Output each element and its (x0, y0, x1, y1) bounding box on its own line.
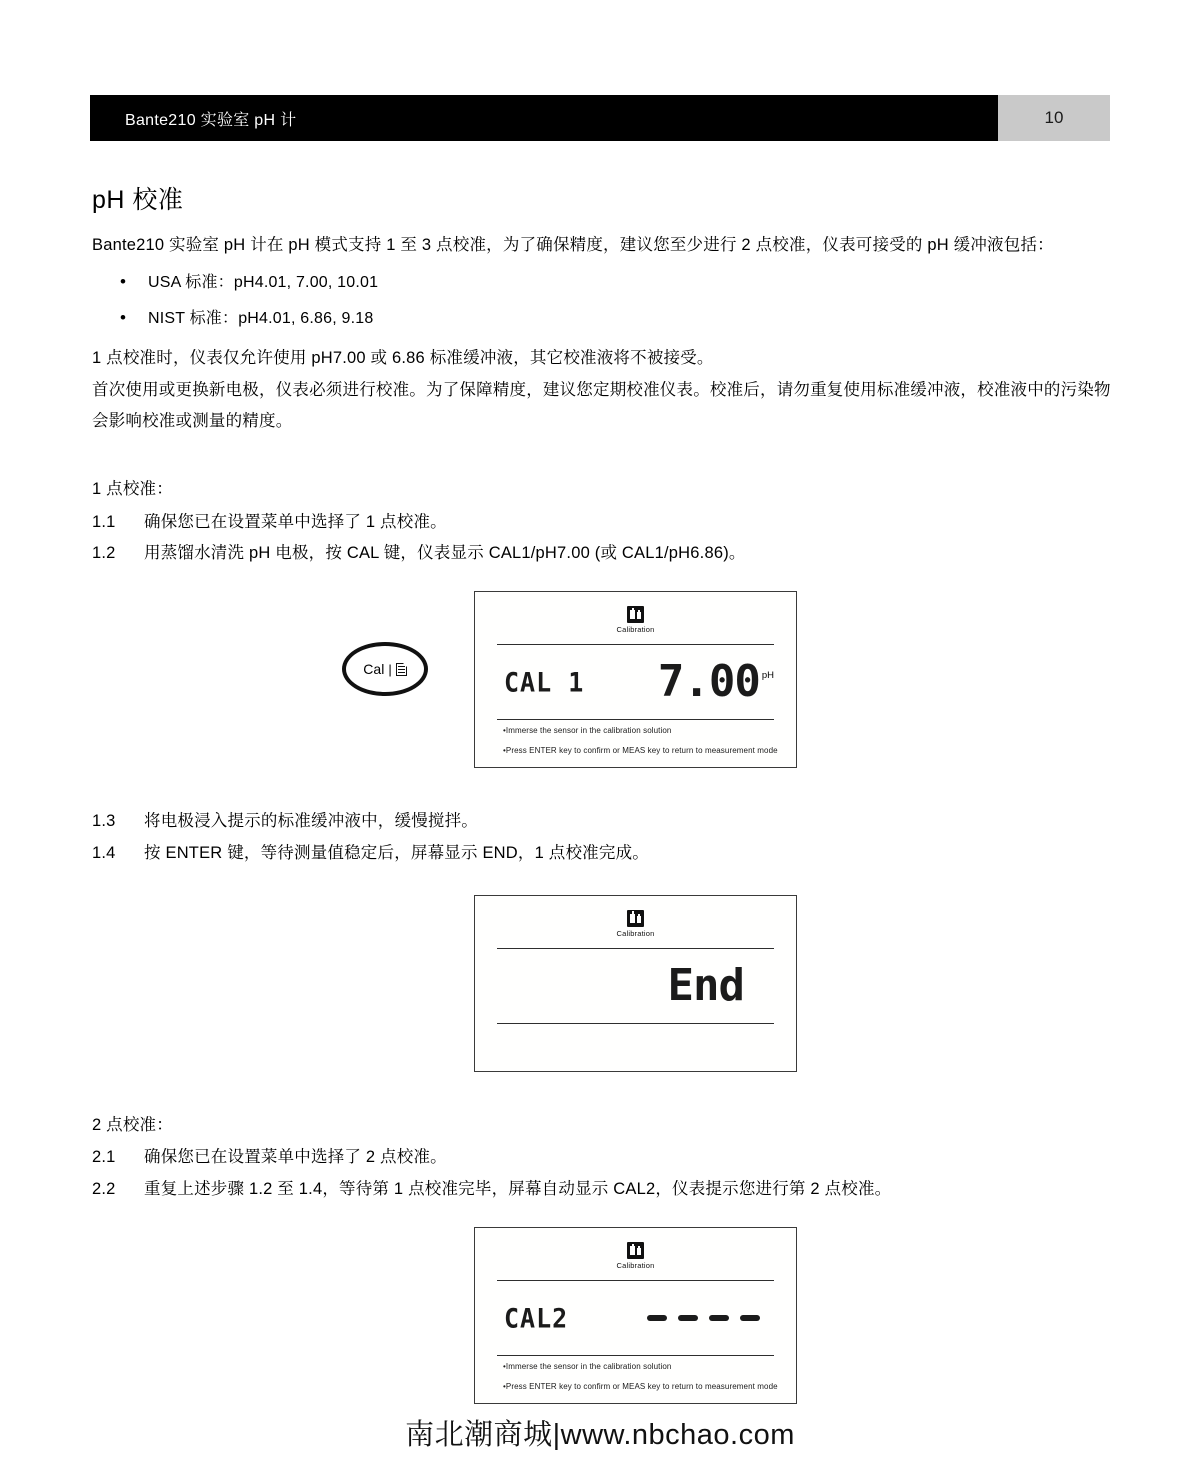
calibration-icon-label: Calibration (616, 625, 655, 635)
cal-key-label: Cal (363, 661, 385, 678)
lcd-reading-group (657, 656, 774, 708)
lcd-dash (740, 1315, 760, 1321)
buffer-standards-list (92, 271, 1118, 331)
lcd-blank-segments (647, 1315, 760, 1321)
lcd-main-row (497, 1281, 774, 1355)
lcd-mode-text: CAL2 (504, 1302, 569, 1334)
lcd-display-cal2 (474, 1227, 797, 1404)
calibration-indicator (475, 910, 796, 938)
lcd-dash (647, 1315, 667, 1321)
lcd-value: 7.00 (657, 656, 760, 708)
page-footer (0, 1412, 1200, 1453)
lcd-main-row (497, 645, 774, 719)
one-point-calibration-heading: 1 点校准： (92, 480, 173, 499)
general-note-paragraph: 首次使用或更换新电极，仪表必须进行校准。为了保障精度，建议您定期校准仪表。校准后，请勿重复使用标准缓冲液，校准液中的污染物会影响校准或测量的精度。 (92, 381, 1111, 430)
section-heading: pH 校准 (92, 186, 184, 214)
step-number: 1.3 (92, 812, 116, 831)
calibration-indicator (475, 1242, 796, 1270)
calibration-indicator (475, 606, 796, 634)
lcd-note: • Immerse the sensor in the calibration solution (503, 726, 782, 737)
header-title-bar (90, 95, 998, 141)
figure-cal1 (92, 591, 1118, 806)
section-intro-paragraph: Bante210 实验室 pH 计在 pH 模式支持 1 至 3 点校准，为了确保精度，建议您至少进行 2 点校准，仪表可接受的 pH 缓冲液包括： (92, 236, 1054, 254)
lcd-dash (678, 1315, 698, 1321)
step-number: 1.1 (92, 512, 116, 531)
footer-watermark: 南北潮商城|www.nbchao.com (405, 1419, 795, 1451)
step-text: 将电极浸入提示的标准缓冲液中，缓慢搅拌。 (144, 812, 478, 831)
figure-end (92, 895, 1118, 1110)
step-1-2 (92, 538, 1118, 569)
lcd-note: • Immerse the sensor in the calibration solution (503, 1362, 782, 1373)
document-title: Bante210 实验室 pH 计 (125, 111, 297, 129)
lcd-display-cal1 (474, 591, 797, 768)
step-text: 按 ENTER 键，等待测量值稳定后，屏幕显示 END，1 点校准完成。 (144, 843, 649, 862)
lcd-divider-bottom (497, 1023, 774, 1024)
calibration-icon-label: Calibration (616, 928, 655, 938)
step-text: 确保您已在设置菜单中选择了 1 点校准。 (144, 512, 447, 531)
figure-cal2 (92, 1227, 1118, 1427)
step-text: 用蒸馏水清洗 pH 电极，按 CAL 键，仪表显示 CAL1/pH7.00 (或 CAL1/pH6.86)。 (144, 543, 746, 562)
lcd-note: • Press ENTER key to confirm or MEAS key to return to measurement mode (503, 746, 782, 757)
step-2-2 (92, 1174, 1118, 1205)
cal-key-divider: | (388, 661, 392, 677)
lcd-unit: pH (761, 670, 774, 682)
document-icon (396, 663, 407, 676)
lcd-divider-bottom (497, 1355, 774, 1356)
lcd-value: End (667, 959, 744, 1011)
calibration-icon-label: Calibration (616, 1261, 655, 1271)
step-number: 1.2 (92, 543, 116, 562)
step-1-1 (92, 507, 1118, 538)
page-number-box (998, 95, 1110, 141)
page-number: 10 (1044, 108, 1064, 127)
lcd-dash (709, 1315, 729, 1321)
step-text: 确保您已在设置菜单中选择了 2 点校准。 (144, 1148, 447, 1167)
lcd-notes (503, 1362, 782, 1402)
step-number: 1.4 (92, 843, 116, 862)
step-text: 重复上述步骤 1.2 至 1.4，等待第 1 点校准完毕，屏幕自动显示 CAL2，仪表提示您进行第 2 点校准。 (144, 1179, 892, 1198)
step-number: 2.2 (92, 1179, 116, 1198)
lcd-display-end (474, 895, 797, 1072)
two-point-calibration-heading: 2 点校准： (92, 1115, 173, 1134)
calibration-icon (627, 1242, 644, 1259)
one-point-note-paragraph: 1 点校准时，仪表仅允许使用 pH7.00 或 6.86 标准缓冲液，其它校准液将不被接受。 (92, 348, 714, 367)
calibration-icon (627, 606, 644, 623)
lcd-reading-group (667, 959, 746, 1011)
lcd-divider-bottom (497, 719, 774, 720)
step-2-1 (92, 1142, 1118, 1173)
list-item: • USA 标准：pH4.01, 7.00, 10.01 (92, 271, 1118, 295)
step-1-3 (92, 806, 1118, 837)
lcd-main-row (497, 949, 774, 1023)
lcd-note: • Press ENTER key to confirm or MEAS key to return to measurement mode (503, 1382, 782, 1393)
page-content (92, 180, 1118, 1427)
step-1-4 (92, 838, 1118, 869)
lcd-notes (503, 726, 782, 766)
cal-key-button[interactable] (342, 642, 428, 696)
lcd-mode-text: CAL 1 (504, 667, 585, 698)
calibration-icon (627, 910, 644, 927)
step-number: 2.1 (92, 1148, 116, 1167)
list-item: • NIST 标准：pH4.01, 6.86, 9.18 (92, 307, 1118, 331)
page-header (90, 95, 1110, 141)
